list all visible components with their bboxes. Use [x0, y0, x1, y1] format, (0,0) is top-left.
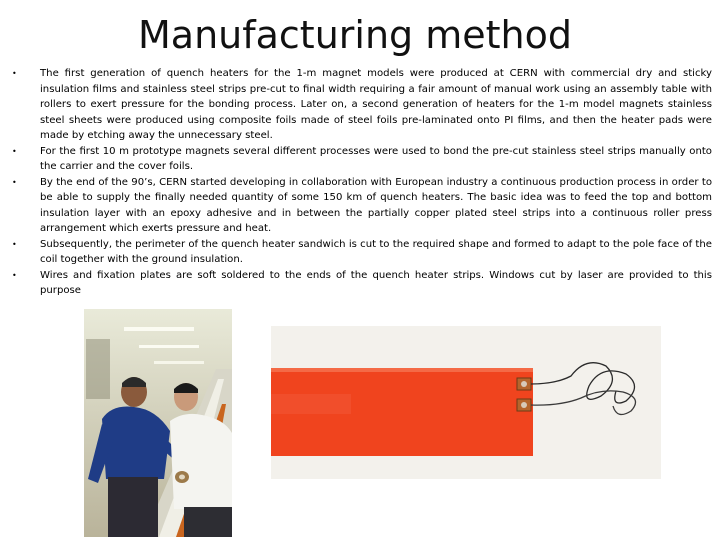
bullet-marker: •	[12, 177, 17, 187]
bullet-item	[12, 144, 712, 175]
workers-assembly-photo	[84, 309, 232, 537]
bullet-marker: •	[12, 239, 17, 249]
bullet-text: The first generation of quench heaters for the 1-m magnet models were produced at CERN with commercial dry and sticky insulation films and stainless steel strips pre-cut to final width requiring a fair amount of manual work using an assembly table with rollers to exert pressure for the bonding process. Later on, a second generation of heaters for the 1-m model magnets stainless steel sheets were produced using composite foils made of steel foils pre-laminated onto PI films, and then the heater pads were made by etching away the unnecessary steel.	[40, 68, 712, 141]
bullet-item	[12, 175, 712, 237]
quench-heater-photo	[271, 326, 661, 479]
bullet-item	[12, 268, 712, 299]
bullet-text: By the end of the 90’s, CERN started developing in collaboration with European industry a continuous production process in order to be able to supply the finally needed quantity of some 150 km of quench heaters. The basic idea was to feed the top and bottom insulation layer with an epoxy adhesive and in between the partially copper plated steel strips into a continuous roller press arrangement which exerts pressure and heat.	[40, 176, 712, 234]
bullet-marker: •	[12, 146, 17, 156]
bullet-item	[12, 66, 712, 144]
bullet-item	[12, 237, 712, 268]
slide-title: Manufacturing method	[138, 13, 572, 57]
bullet-text: Subsequently, the perimeter of the quench heater sandwich is cut to the required shape and formed to adapt to the pole face of the coil together with the ground insulation.	[40, 238, 712, 265]
bullet-text: Wires and fixation plates are soft soldered to the ends of the quench heater strips. Windows cut by laser are provided to this purpose	[40, 269, 712, 296]
bullet-marker: •	[12, 69, 17, 78]
bullet-marker: •	[12, 270, 17, 280]
bullet-text: For the first 10 m prototype magnets several different processes were used to bond the pre-cut stainless steel strips manually onto the carrier and the cover foils.	[40, 145, 712, 172]
bullet-list	[12, 66, 712, 299]
